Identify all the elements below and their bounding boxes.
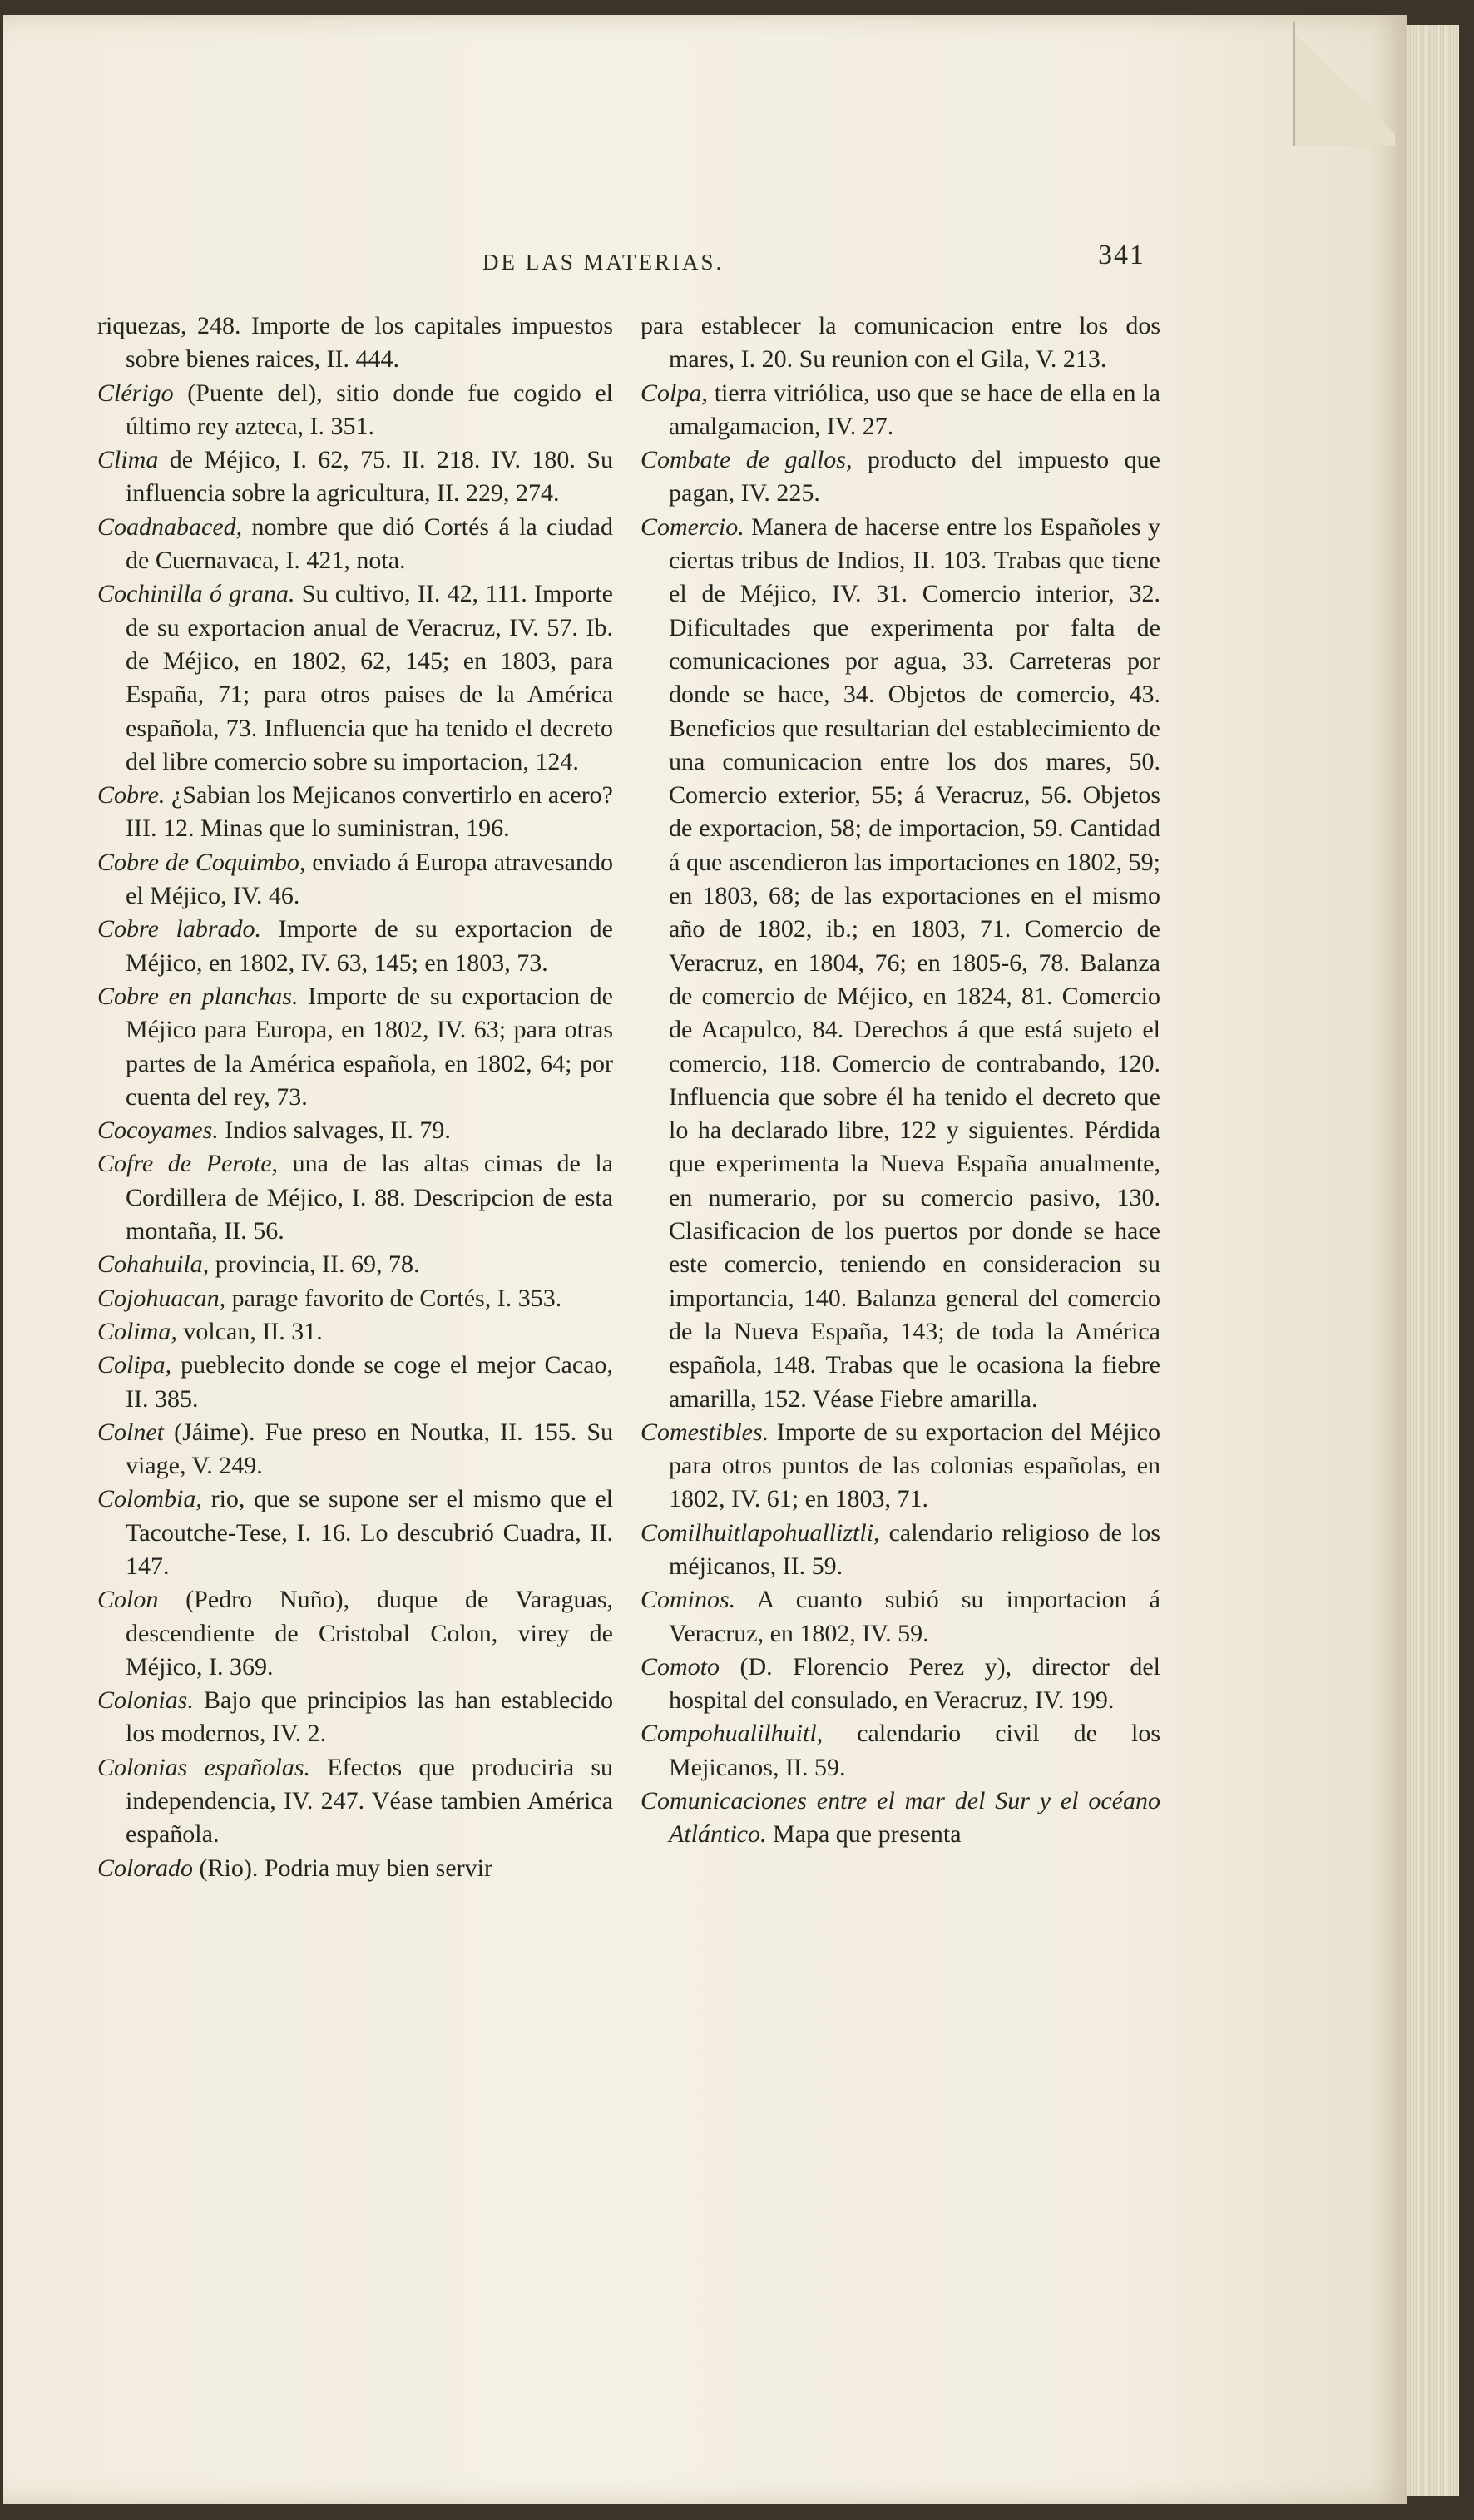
entry-text: Manera de hacerse entre los Españoles y ciertas tribus de Indios, II. 103. Trabas que tiene el de Méjico, IV. 31. Comercio interior, 32. Dificultades que experimenta por falta de comunicaciones por agua, 33. Carreteras por donde se hace, 34. Objetos de comercio, 43. Beneficios que resultarian del establecimiento de una comunicacion entre los dos mares, 50. Comercio exterior, 55; á Veracruz, 56. Objetos de exportacion, 58; de importacion, 59. Cantidad á que ascendieron las importaciones en 1802, 59; en 1803, 68; de las exportaciones en el mismo año de 1802, ib.; en 1803, 71. Comercio de Veracruz, en 1804, 76; en 1805-6, 78. Balanza de comercio de Méjico, en 1824, 81. Comercio de Acapulco, 84. Derechos á que está sujeto el comercio, 118. Comercio de contrabando, 120. Influencia que sobre él ha tenido el decreto que lo ha declarado libre, 122 y siguientes. Pérdida que experimenta la Nueva España anualmente, en numerario, por su comercio pasivo, 130. Clasificacion de los puertos por donde se hace este comercio, teniendo en consideracion su importancia, 140. Balanza general del comercio de la Nueva España, 143; de toda la América española, 148. Trabas que le ocasiona la fiebre amarilla, 152. Véase Fiebre amarilla. <box>669 512 1160 1413</box>
index-column-right <box>641 309 1160 1852</box>
entry-text: producto del impuesto que pagan, IV. 225. <box>669 446 1160 507</box>
entry-text: Importe de su exportacion de Méjico, en 1802, IV. 63, 145; en 1803, 73. <box>126 915 613 977</box>
entry-text: provincia, II. 69, 78. <box>209 1250 420 1279</box>
entry-text: para establecer la comunicacion entre los dos mares, I. 20. Su reunion con el Gila, V. 213. <box>641 312 1160 374</box>
entry-text: Su cultivo, II. 42, 111. Importe de su exportacion anual de Veracruz, IV. 57. Ib. de Méjico, en 1802, 62, 145; en 1803, para España, 71; para otros paises de la América española, 73. Influencia que ha tenido el decreto del libre comercio sobre su importacion, 124. <box>126 580 613 775</box>
entry-headword: Comilhuitlapohualliztli, <box>641 1518 880 1547</box>
index-entry <box>641 1517 1160 1584</box>
index-entry <box>97 1147 613 1248</box>
entry-text: (Pedro Nuño), duque de Varaguas, descendiente de Cristobal Colon, virey de Méjico, I. 369. <box>126 1586 613 1681</box>
index-entry <box>97 1483 613 1583</box>
entry-text: tierra vitriólica, uso que se hace de ella en la amalgamacion, IV. 27. <box>669 379 1160 440</box>
entry-text: Importe de su exportacion del Méjico para otros puntos de las colonias españolas, en 1802, IV. 61; en 1803, 71. <box>669 1418 1160 1513</box>
index-entry <box>97 1751 613 1852</box>
entry-text: enviado á Europa atravesando el Méjico, IV. 46. <box>126 848 613 910</box>
entry-headword: Colon <box>97 1586 159 1614</box>
entry-headword: Colonias. <box>97 1686 194 1715</box>
index-entry <box>97 309 613 377</box>
index-entry <box>97 1583 613 1684</box>
index-column-left <box>97 309 613 1885</box>
entry-headword: Cofre de Perote, <box>97 1150 279 1178</box>
index-entry <box>97 1852 613 1885</box>
index-entry <box>97 577 613 779</box>
entry-headword: Cobre de Coquimbo, <box>97 848 306 876</box>
entry-text: Bajo que principios las han establecido los modernos, IV. 2. <box>126 1686 613 1748</box>
entry-headword: Cojohuacan, <box>97 1284 226 1312</box>
entry-text: Importe de su exportacion de Méjico para Europa, en 1802, IV. 63; para otras partes de la América española, en 1802, 64; por cuenta del rey, 73. <box>126 982 613 1111</box>
entry-text: (Jáime). Fue preso en Noutka, II. 155. Su viage, V. 249. <box>126 1418 613 1480</box>
entry-text: de Méjico, I. 62, 75. II. 218. IV. 180. Su influencia sobre la agricultura, II. 229, 274. <box>126 446 613 507</box>
index-entry <box>97 1114 613 1147</box>
index-entry <box>641 511 1160 1416</box>
index-entry <box>641 443 1160 511</box>
entry-headword: Colonias españolas. <box>97 1753 311 1781</box>
entry-headword: Comunicaciones entre el mar del Sur y el océano Atlántico. <box>641 1787 1160 1849</box>
index-entry <box>97 1248 613 1281</box>
entry-headword: Colima, <box>97 1317 177 1345</box>
index-entry <box>97 846 613 913</box>
entry-headword: Cocoyames. <box>97 1116 219 1145</box>
index-entry <box>97 443 613 511</box>
entry-text: nombre que dió Cortés á la ciudad de Cuernavaca, I. 421, nota. <box>126 512 613 575</box>
entry-text: ¿Sabian los Mejicanos convertirlo en acero? III. 12. Minas que lo suministran, 196. <box>126 781 613 843</box>
entry-text: calendario civil de los Mejicanos, II. 59. <box>669 1720 1160 1781</box>
index-entry <box>641 1717 1160 1785</box>
entry-text: rio, que se supone ser el mismo que el Tacoutche-Tese, I. 16. Lo descubrió Cuadra, II. 147. <box>126 1485 613 1580</box>
entry-text: Mapa que presenta <box>766 1820 962 1849</box>
entry-headword: Colipa, <box>97 1351 172 1379</box>
entry-text: A cuanto subió su importacion á Veracruz, en 1802, IV. 59. <box>669 1586 1160 1647</box>
entry-headword: Cochinilla ó grana. <box>97 580 295 608</box>
entry-text: calendario religioso de los méjicanos, II. 59. <box>669 1518 1160 1580</box>
entry-text: riquezas, 248. Importe de los capitales impuestos sobre bienes raices, II. 444. <box>97 312 613 374</box>
entry-text: Indios salvages, II. 79. <box>218 1116 451 1145</box>
index-entry <box>641 1785 1160 1852</box>
index-entry <box>97 1416 613 1483</box>
entry-headword: Coadnabaced, <box>97 512 243 541</box>
index-entry <box>97 779 613 846</box>
entry-headword: Cohahuila, <box>97 1250 210 1279</box>
index-entry <box>97 1349 613 1416</box>
entry-headword: Cobre. <box>97 781 166 809</box>
index-entry <box>641 1651 1160 1718</box>
entry-text: (D. Florencio Perez y), director del hospital del consulado, en Veracruz, IV. 199. <box>669 1652 1160 1715</box>
dog-ear-corner <box>1293 22 1395 146</box>
entry-headword: Clima <box>97 446 159 474</box>
entry-headword: Cominos. <box>641 1586 736 1614</box>
index-entry <box>97 377 613 444</box>
entry-headword: Colpa, <box>641 379 708 407</box>
entry-text: Efectos que produciria su independencia, IV. 247. Véase tambien América española. <box>126 1753 613 1849</box>
entry-text: volcan, II. 31. <box>176 1317 323 1345</box>
index-entry <box>97 1315 613 1349</box>
index-entry <box>641 377 1160 444</box>
entry-headword: Colorado <box>97 1854 194 1882</box>
entry-headword: Cobre en planchas. <box>97 982 299 1010</box>
index-entry <box>641 1583 1160 1651</box>
entry-text: (Rio). Podria muy bien servir <box>193 1854 492 1882</box>
index-entry <box>97 1684 613 1751</box>
entry-headword: Cobre labrado. <box>97 915 262 943</box>
entry-headword: Comoto <box>641 1652 720 1681</box>
running-head: DE LAS MATERIAS. <box>482 250 725 275</box>
page-edges <box>1407 25 1459 2496</box>
index-entry <box>97 1282 613 1315</box>
index-entry <box>641 309 1160 377</box>
entry-text: pueblecito donde se coge el mejor Cacao, II. 385. <box>126 1351 613 1413</box>
index-entry <box>97 511 613 578</box>
entry-headword: Comestibles. <box>641 1418 769 1446</box>
index-entry <box>97 980 613 1114</box>
page-number: 341 <box>1098 240 1145 270</box>
entry-headword: Compohualilhuitl, <box>641 1720 824 1748</box>
entry-headword: Colombia, <box>97 1485 202 1513</box>
entry-headword: Combate de gallos, <box>641 446 853 474</box>
entry-headword: Comercio. <box>641 512 744 541</box>
entry-text: (Puente del), sitio donde fue cogido el último rey azteca, I. 351. <box>126 379 613 440</box>
entry-text: una de las altas cimas de la Cordillera de Méjico, I. 88. Descripcion de esta montaña, II. 56. <box>126 1150 614 1245</box>
entry-headword: Colnet <box>97 1418 164 1446</box>
entry-headword: Clérigo <box>97 379 174 407</box>
index-entry <box>641 1416 1160 1517</box>
index-entry <box>97 913 613 980</box>
entry-text: parage favorito de Cortés, I. 353. <box>225 1284 562 1312</box>
